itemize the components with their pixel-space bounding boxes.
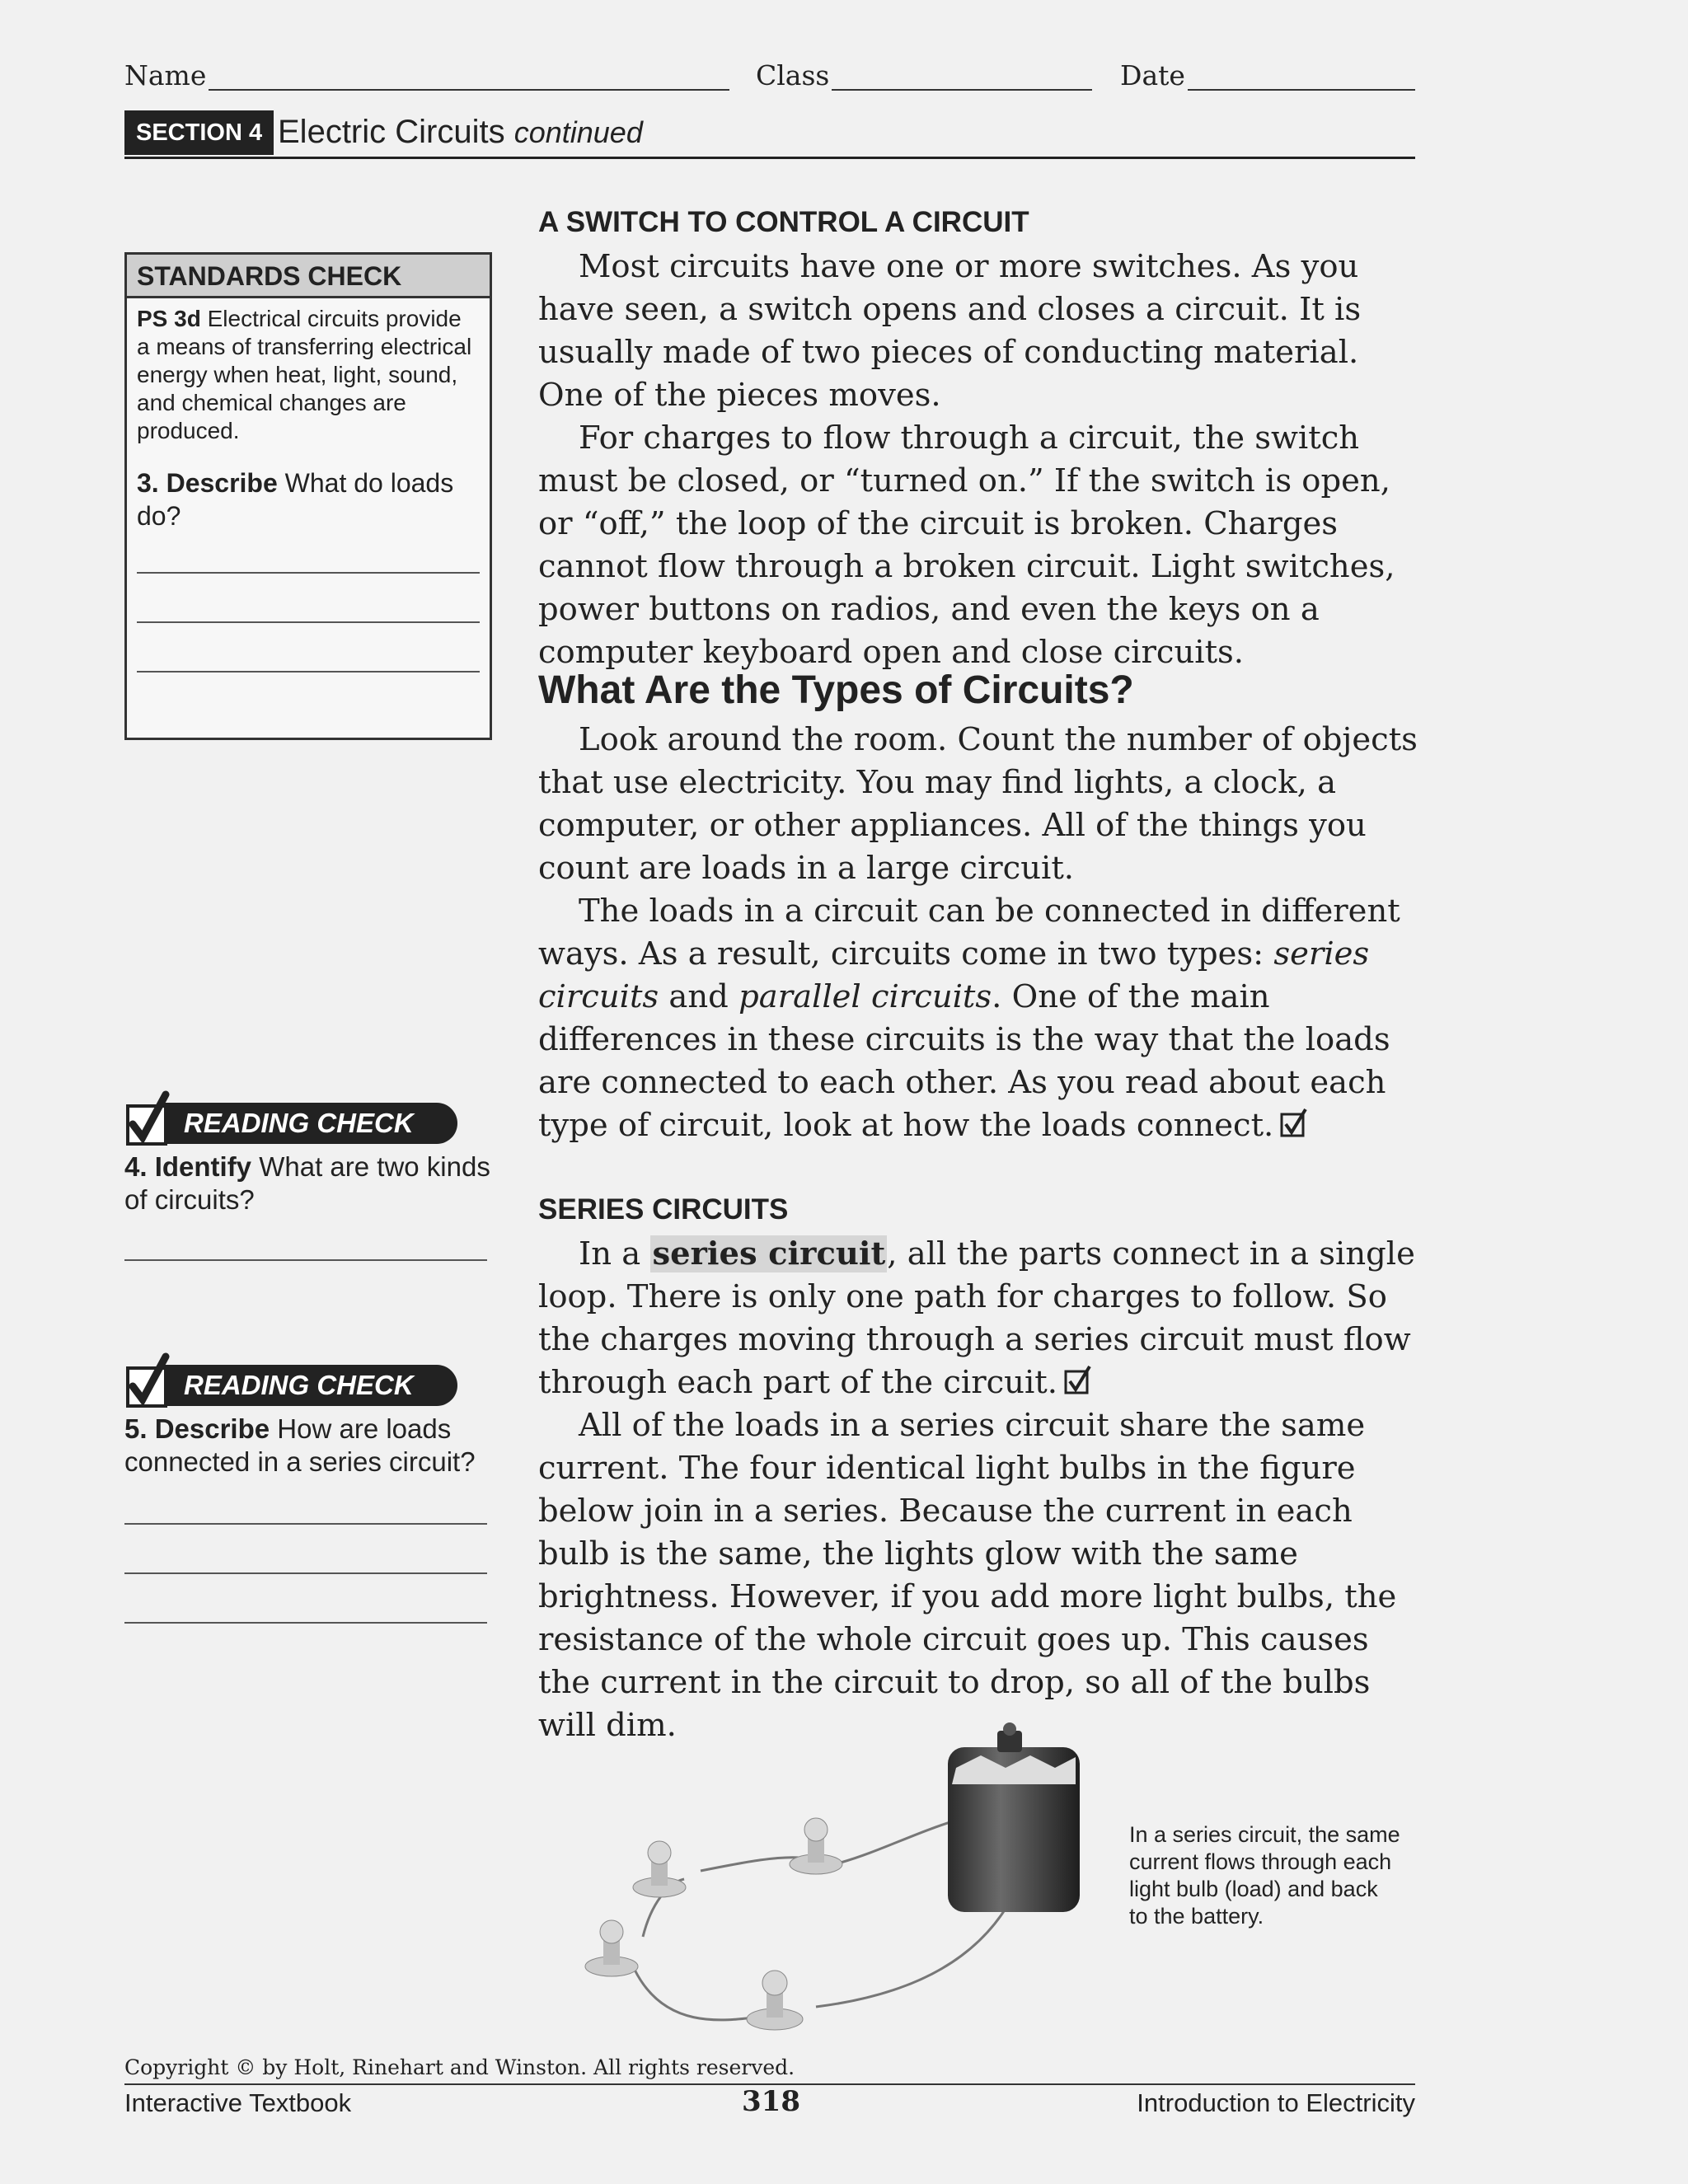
class-label: Class	[756, 59, 830, 91]
question-4	[124, 1151, 495, 1216]
answer-line[interactable]	[124, 1572, 487, 1574]
question-5-number: 5.	[124, 1413, 148, 1444]
term-series-circuits: series circuits	[538, 935, 1370, 1015]
light-bulb	[747, 1971, 803, 2030]
key-term-series-circuit: series circuit	[652, 1235, 886, 1272]
class-field[interactable]	[832, 89, 1092, 91]
battery	[948, 1722, 1080, 1912]
section-title	[278, 109, 643, 156]
question-3-verb: Describe	[166, 468, 278, 498]
question-4-number: 4.	[124, 1151, 148, 1182]
standards-check-box	[124, 252, 492, 740]
name-field[interactable]	[209, 89, 729, 91]
series-text-b: , all the parts connect in a single loop. There is only one path for charges to follow. So the charges moving through a series circuit must flow through each part of the circuit.	[538, 1235, 1415, 1401]
page-number: 318	[742, 2085, 800, 2118]
standards-check-body	[127, 298, 490, 679]
reading-check-mark-icon	[1280, 1108, 1308, 1139]
switch-text	[538, 246, 1420, 674]
types-paragraph-2	[538, 890, 1420, 1147]
types-text-a: The loads in a circuit can be connected in different ways. As a result, circuits come in two types:	[538, 893, 1400, 972]
series-paragraph-2: All of the loads in a series circuit share the same current. The four identical light bulbs in the figure below join in a series. Because the current in each bulb is the same, the lights glow with the same brightness. However, if you add more light bulbs, the resistance of the whole circuit goes up. This causes the current in the circuit to drop, so all of the bulbs will dim.	[538, 1407, 1397, 1744]
series-heading: SERIES CIRCUITS	[538, 1193, 789, 1226]
section-title-text: Electric Circuits	[278, 114, 505, 150]
reading-check-5	[124, 1352, 495, 1624]
header-fields	[124, 53, 1415, 94]
answer-line[interactable]	[124, 1523, 487, 1525]
switch-heading: A SWITCH TO CONTROL A CIRCUIT	[538, 206, 1029, 238]
question-3-number: 3.	[137, 468, 159, 498]
answer-line[interactable]	[137, 671, 480, 673]
section-title-suffix: continued	[513, 115, 643, 149]
reading-check-label: READING CHECK	[161, 1365, 457, 1406]
section-bar	[124, 109, 1415, 159]
copyright: Copyright © by Holt, Rinehart and Winston. All rights reserved.	[124, 2055, 795, 2079]
question-5	[124, 1413, 495, 1479]
question-3-text: What do loads do?	[137, 468, 454, 531]
question-4-text: What are two kinds of circuits?	[124, 1151, 490, 1215]
series-text-a: In a	[579, 1235, 651, 1272]
light-bulb	[790, 1818, 842, 1874]
answer-line[interactable]	[124, 1622, 487, 1624]
types-heading: What Are the Types of Circuits?	[538, 668, 1134, 712]
series-text	[538, 1233, 1420, 1747]
light-bulb	[633, 1841, 686, 1897]
reading-check-badge	[124, 1352, 495, 1406]
reading-check-badge	[124, 1090, 495, 1144]
reading-check-label: READING CHECK	[161, 1103, 457, 1144]
standards-text: Electrical circuits provide a means of transferring electrical energy when heat, light, sound, and chemical changes are produced.	[137, 306, 472, 443]
figure-caption: In a series circuit, the same current flows through each light bulb (load) and back to the battery.	[1129, 1822, 1400, 1929]
question-4-verb: Identify	[154, 1151, 252, 1182]
standards-check-heading: STANDARDS CHECK	[127, 255, 490, 298]
checkmark-icon	[124, 1352, 174, 1409]
question-5-text: How are loads connected in a series circuit?	[124, 1413, 476, 1477]
checkmark-icon	[124, 1090, 174, 1147]
answer-line[interactable]	[137, 572, 480, 574]
series-circuit-illustration	[569, 1722, 1113, 2052]
term-parallel-circuits: parallel circuits	[738, 978, 992, 1015]
switch-paragraph-1: Most circuits have one or more switches. As you have seen, a switch opens and closes a circuit. It is usually made of two pieces of conducting material. One of the pieces moves.	[538, 248, 1362, 414]
light-bulb	[585, 1920, 638, 1976]
date-label: Date	[1120, 59, 1185, 91]
reading-check-mark-icon	[1064, 1365, 1092, 1396]
section-tag: SECTION 4	[124, 110, 274, 155]
answer-line[interactable]	[137, 621, 480, 623]
types-paragraph-1: Look around the room. Count the number of objects that use electricity. You may find lights, a clock, a computer, or other appliances. All of the things you count are loads in a large circuit.	[538, 721, 1418, 887]
series-circuit-figure	[569, 1722, 1113, 2052]
footer-chapter-title: Introduction to Electricity	[1137, 2088, 1415, 2117]
types-text	[538, 719, 1420, 1147]
reading-check-4	[124, 1090, 495, 1261]
footer-book-title: Interactive Textbook	[124, 2088, 352, 2117]
answer-line[interactable]	[124, 1259, 487, 1261]
question-5-verb: Describe	[154, 1413, 270, 1444]
standards-code: PS 3d	[137, 306, 201, 331]
types-text-b: and	[659, 978, 739, 1015]
date-field[interactable]	[1188, 89, 1415, 91]
name-label: Name	[124, 59, 207, 91]
question-3	[137, 466, 480, 532]
series-paragraph-1	[538, 1233, 1420, 1404]
types-text-c: . One of the main differences in these circuits is the way that the loads are connected to each other. As you read about each type of circuit, look at how the loads connect.	[538, 978, 1390, 1144]
switch-paragraph-2: For charges to flow through a circuit, the switch must be closed, or “turned on.” If the switch is open, or “off,” the loop of the circuit is broken. Charges cannot flow through a broken circuit. Light switches, power buttons on radios, and even the keys on a computer keyboard open and close circuits.	[538, 419, 1395, 671]
